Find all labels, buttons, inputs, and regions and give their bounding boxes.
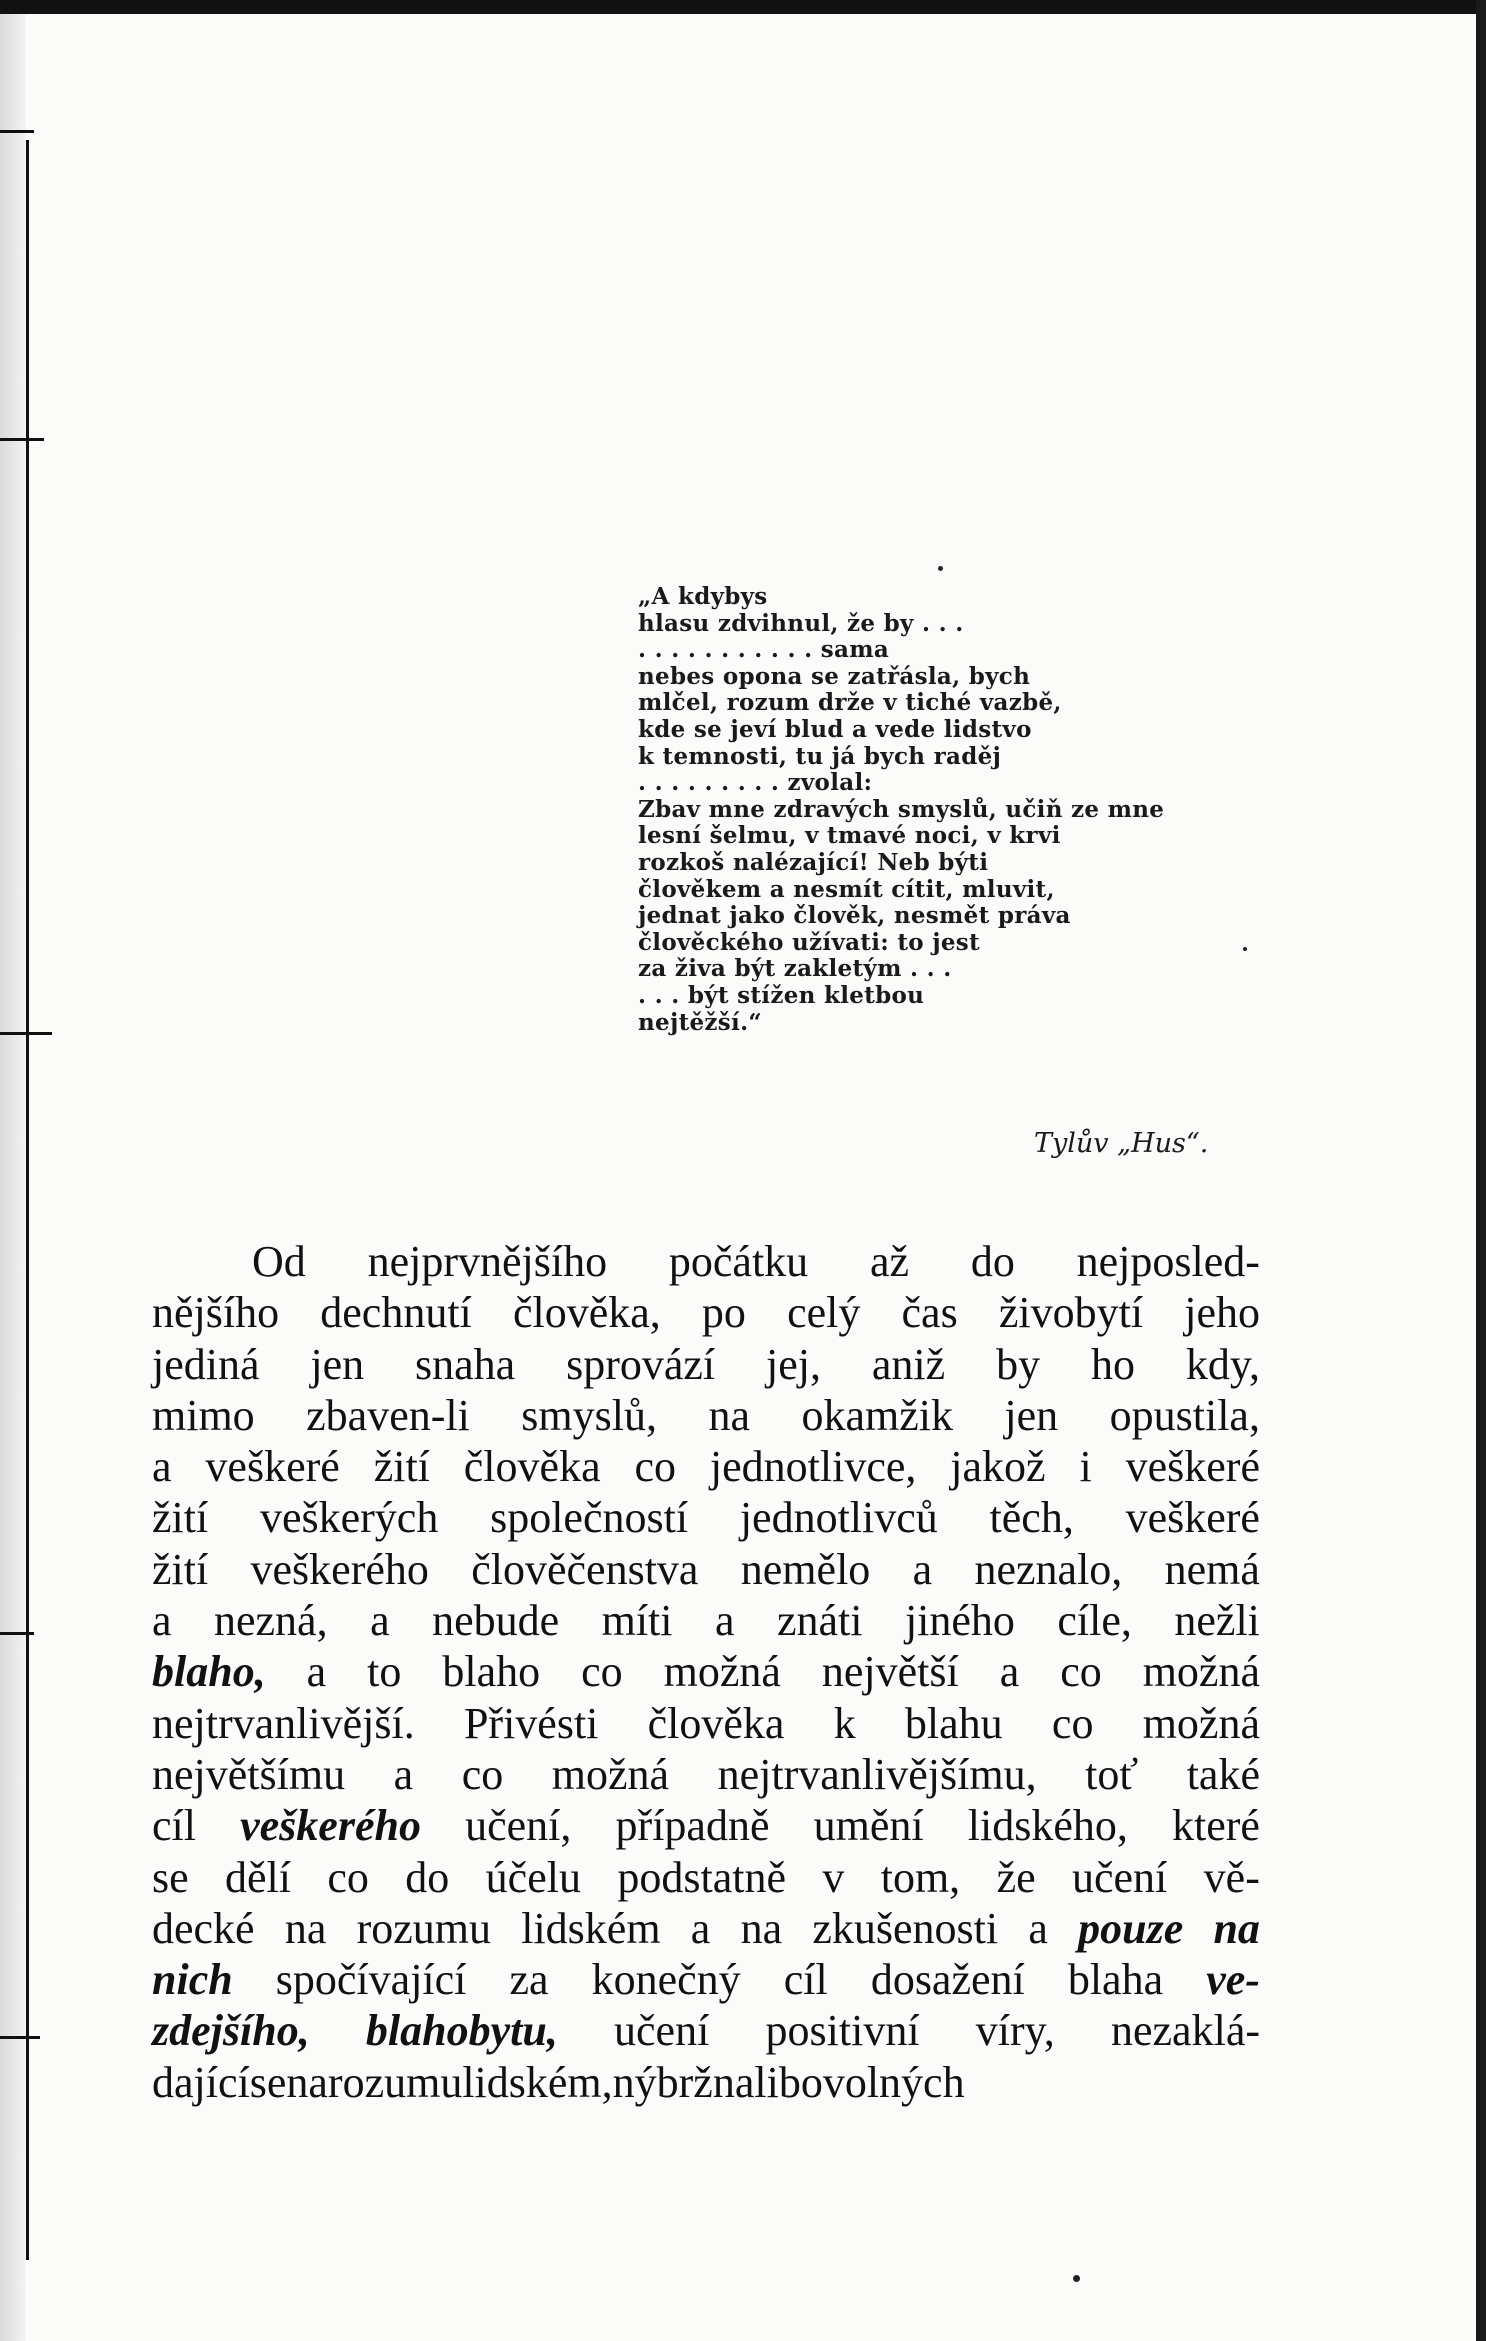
scan-right-border	[1476, 0, 1486, 2341]
word: a	[999, 1647, 1020, 1697]
word: možná	[1142, 1698, 1260, 1748]
word: učení	[614, 2006, 710, 2056]
word: jej,	[766, 1339, 822, 1389]
word: člověka	[463, 1442, 601, 1492]
scan-binding-line	[26, 140, 29, 2260]
word: nýbrž	[612, 2057, 713, 2107]
word: veškeré	[1125, 1493, 1260, 1543]
body-paragraph	[152, 1236, 1260, 2108]
word: ve-	[1206, 1955, 1260, 2005]
word: Od	[252, 1237, 306, 1286]
word: nich	[152, 1955, 233, 2005]
word: co	[327, 1852, 369, 1902]
scan-mark	[0, 130, 34, 133]
word: blahobytu,	[365, 2006, 558, 2056]
word: a	[912, 1544, 933, 1594]
word: toť	[1085, 1749, 1139, 1799]
word: po	[701, 1288, 746, 1338]
word: dělí	[225, 1852, 292, 1902]
text-line	[152, 2057, 1260, 2108]
word: počátku	[668, 1237, 809, 1286]
word: jen	[310, 1339, 365, 1389]
word: sprovází	[566, 1339, 716, 1389]
epigraph-line: rozkoš nalézající! Neb býti	[638, 848, 989, 876]
word: nežli	[1174, 1596, 1260, 1646]
epigraph-line: nebes opona se zatřásla, bych	[638, 662, 1031, 690]
epigraph-line: člověckého užívati: to jest	[638, 928, 980, 956]
text-line	[152, 1544, 1260, 1595]
word: na	[708, 1390, 750, 1440]
word: a	[714, 1596, 735, 1646]
word: žití	[152, 1544, 209, 1594]
epigraph-line: kde se jeví blud a vede lidstvo	[638, 715, 1032, 743]
word: co	[634, 1442, 677, 1492]
word: co	[1060, 1647, 1102, 1697]
text-line	[152, 1749, 1260, 1800]
word: podstatně	[617, 1852, 786, 1902]
word: kdy,	[1185, 1339, 1260, 1389]
word: dechnutí	[320, 1288, 472, 1338]
word: jeho	[1184, 1288, 1260, 1338]
epigraph-line: nejtěžší.“	[638, 1008, 762, 1036]
word: umění	[813, 1801, 924, 1851]
word: společností	[490, 1493, 689, 1543]
scan-mark	[0, 438, 44, 441]
word: cíl	[152, 1801, 196, 1851]
word: opustila,	[1109, 1390, 1260, 1440]
word: dající	[152, 2057, 250, 2107]
word: nemá	[1164, 1544, 1260, 1594]
text-line	[152, 1852, 1260, 1903]
word: snaha	[415, 1339, 516, 1389]
word: znáti	[776, 1596, 863, 1646]
word: v	[822, 1852, 845, 1902]
word: na	[1213, 1903, 1260, 1953]
word: na	[286, 2057, 328, 2107]
word: rozumu	[356, 1903, 491, 1953]
word: učení,	[465, 1801, 572, 1851]
word: a	[306, 1647, 327, 1697]
word: co	[1051, 1698, 1094, 1748]
word: které	[1172, 1801, 1260, 1851]
word: jakož	[950, 1442, 1046, 1492]
word: na	[284, 1903, 327, 1953]
word: největšímu	[152, 1749, 346, 1799]
text-line	[152, 1441, 1260, 1492]
word: jediná	[152, 1339, 260, 1389]
word: případně	[615, 1801, 770, 1851]
word: i	[1079, 1442, 1092, 1492]
word: jednotlivců	[739, 1493, 938, 1543]
word: blaha	[1067, 1955, 1164, 2005]
word: živobytí	[998, 1288, 1144, 1338]
word: nejposled-	[1076, 1237, 1260, 1286]
speck	[938, 566, 943, 571]
word: člověka,	[512, 1288, 661, 1338]
word: nejtrvanlivější.	[152, 1698, 415, 1748]
word: za	[509, 1955, 549, 2005]
word: člověka	[647, 1698, 785, 1748]
word: účelu	[485, 1852, 581, 1902]
word: také	[1186, 1749, 1260, 1799]
word: žití	[152, 1493, 209, 1543]
word: se	[249, 2057, 287, 2107]
text-line	[152, 1390, 1260, 1441]
scan-mark	[0, 1032, 52, 1035]
text-line	[152, 1287, 1260, 1338]
word: těch,	[989, 1493, 1074, 1543]
word: až	[869, 1237, 910, 1286]
word: a	[393, 1749, 414, 1799]
word: zkušenosti	[812, 1903, 999, 1953]
text-line	[152, 1236, 1260, 1287]
word: učení	[1072, 1852, 1168, 1902]
epigraph-line: mlčel, rozum drže v tiché vazbě,	[638, 689, 1062, 717]
text-line	[152, 1339, 1260, 1390]
word: lidského,	[967, 1801, 1128, 1851]
scan-top-border	[0, 0, 1486, 14]
epigraph-line: člověkem a nesmít cítit, mluvit,	[638, 875, 1055, 903]
word: neznalo,	[974, 1544, 1123, 1594]
word: žití	[373, 1442, 430, 1492]
word: konečný	[591, 1955, 741, 2005]
word: by	[996, 1339, 1041, 1389]
word: okamžik	[801, 1390, 953, 1440]
word: zdejšího,	[152, 2006, 310, 2056]
word: a	[1028, 1903, 1048, 1953]
word: cíle,	[1057, 1596, 1132, 1646]
word: blaho,	[152, 1647, 266, 1697]
word: to	[367, 1647, 402, 1697]
speck	[1073, 2275, 1080, 2282]
word: nějšího	[152, 1288, 280, 1338]
word: mimo	[152, 1390, 255, 1440]
word: možná	[551, 1749, 670, 1799]
word: pouze	[1078, 1903, 1184, 1953]
word: nezaklá-	[1111, 2006, 1260, 2056]
epigraph-line: . . . být stížen kletbou	[638, 981, 925, 1009]
word: aniž	[871, 1339, 946, 1389]
word: do	[970, 1237, 1015, 1286]
word: zbaven-li	[306, 1390, 470, 1440]
word: rozumu	[327, 2057, 463, 2107]
epigraph-line: . . . . . . . . . . . sama	[638, 636, 890, 664]
word: a	[690, 1903, 711, 1953]
word: decké	[152, 1903, 255, 1953]
scan-mark	[0, 2036, 40, 2039]
text-line	[152, 1646, 1260, 1697]
text-line	[152, 1698, 1260, 1749]
scan-left-shadow	[0, 0, 26, 2341]
word: člověčenstva	[471, 1544, 699, 1594]
word: cíl	[783, 1955, 828, 2005]
word: na	[740, 1903, 783, 1953]
epigraph-line: Zbav mne zdravých smyslů, učiň ze mne	[638, 795, 1165, 823]
word: veškerého	[250, 1544, 429, 1594]
word: míti	[601, 1596, 673, 1646]
word: jednotlivce,	[709, 1442, 917, 1492]
word: a	[152, 1596, 172, 1646]
text-line	[152, 1800, 1260, 1851]
epigraph-line: jednat jako člověk, nesmět práva	[638, 902, 1071, 930]
word: veškerého	[240, 1801, 421, 1851]
word: do	[405, 1852, 450, 1902]
word: tom,	[880, 1852, 961, 1902]
word: co	[461, 1749, 504, 1799]
word: že	[996, 1852, 1036, 1902]
word: lidském	[521, 1903, 661, 1953]
word: možná	[1142, 1647, 1260, 1697]
word: vě-	[1203, 1852, 1260, 1902]
word: jiného	[904, 1596, 1015, 1646]
word: veškerých	[259, 1493, 439, 1543]
word: a	[152, 1442, 172, 1492]
word: nejtrvanlivějšímu,	[717, 1749, 1037, 1799]
word: libovolných	[754, 2057, 965, 2107]
epigraph-line: . . . . . . . . . zvolal:	[638, 769, 873, 797]
scan-mark	[0, 1632, 34, 1635]
word: veškeré	[1125, 1442, 1260, 1492]
text-line	[152, 1954, 1260, 2005]
word: spočívající	[275, 1955, 467, 2005]
word: dosažení	[870, 1955, 1025, 2005]
word: k	[833, 1698, 856, 1748]
text-line	[152, 2005, 1260, 2056]
word: nebude	[432, 1596, 560, 1646]
word: jen	[1004, 1390, 1059, 1440]
word: nejprvnějšího	[367, 1237, 608, 1286]
word: nezná,	[214, 1596, 328, 1646]
epigraph-line: „A kdybys	[638, 583, 768, 610]
word: veškeré	[205, 1442, 340, 1492]
word: Přivésti	[463, 1698, 599, 1748]
word: možná	[663, 1647, 781, 1697]
word: ho	[1090, 1339, 1135, 1389]
word: se	[152, 1852, 189, 1902]
word: smyslů,	[521, 1390, 657, 1440]
epigraph-line: za živa být zakletým . . .	[638, 955, 952, 983]
epigraph	[638, 584, 1278, 1036]
word: co	[581, 1647, 623, 1697]
epigraph-line: hlasu zdvihnul, že by . . .	[638, 609, 964, 637]
text-line	[152, 1595, 1260, 1646]
word: celý	[787, 1288, 861, 1338]
epigraph-line: lesní šelmu, v tmavé noci, v krvi	[638, 822, 1061, 850]
epigraph-line: k temnosti, tu já bych raděj	[638, 742, 1002, 770]
word: blahu	[904, 1698, 1003, 1748]
word: blaho	[442, 1647, 541, 1697]
text-line	[152, 1903, 1260, 1954]
word: lidském,	[462, 2057, 613, 2107]
word: nemělo	[740, 1544, 871, 1594]
word: a	[370, 1596, 390, 1646]
word: víry,	[975, 2006, 1055, 2056]
word: největší	[821, 1647, 959, 1697]
epigraph-attribution: Tylův „Hus“.	[1034, 1128, 1209, 1159]
word: positivní	[765, 2006, 920, 2056]
word: na	[712, 2057, 755, 2107]
text-line	[152, 1492, 1260, 1543]
word: čas	[901, 1288, 958, 1338]
